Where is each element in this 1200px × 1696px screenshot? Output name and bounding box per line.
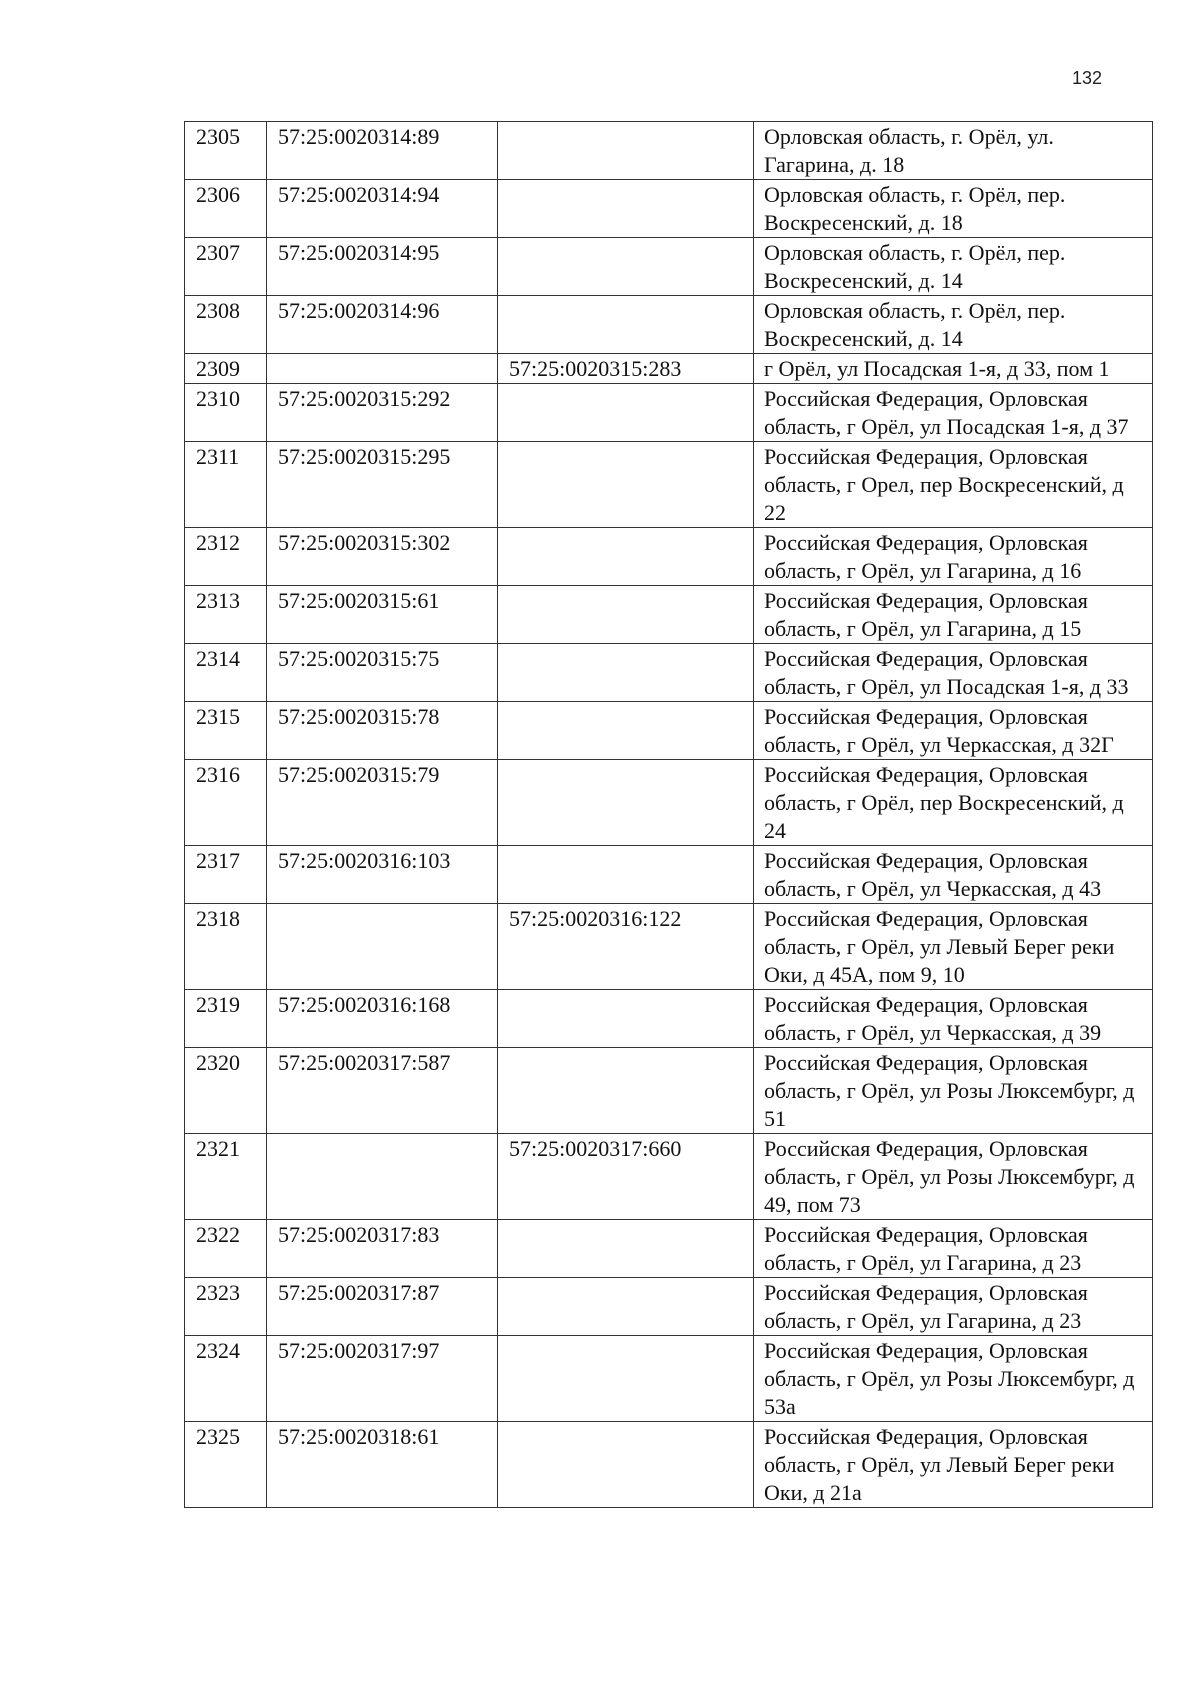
cadastral-number-cell: 57:25:0020315:78 xyxy=(267,702,498,760)
table-row xyxy=(185,1134,1153,1220)
table-row xyxy=(185,990,1153,1048)
row-number-cell: 2318 xyxy=(185,904,267,990)
row-number-cell: 2320 xyxy=(185,1048,267,1134)
premises-cadastral-number-cell: 57:25:0020315:283 xyxy=(498,354,754,384)
row-number-cell: 2305 xyxy=(185,122,267,180)
premises-cadastral-number-cell xyxy=(498,702,754,760)
premises-cadastral-number-cell xyxy=(498,122,754,180)
premises-cadastral-number-cell xyxy=(498,238,754,296)
address-cell: г Орёл, ул Посадская 1-я, д 33, пом 1 xyxy=(754,354,1153,384)
address-cell: Российская Федерация, Орловская область, г Орёл, пер Воскресенский, д 24 xyxy=(754,760,1153,846)
table-row xyxy=(185,586,1153,644)
row-number-cell: 2324 xyxy=(185,1336,267,1422)
premises-cadastral-number-cell xyxy=(498,296,754,354)
row-number-cell: 2319 xyxy=(185,990,267,1048)
cadastral-number-cell: 57:25:0020317:587 xyxy=(267,1048,498,1134)
row-number-cell: 2317 xyxy=(185,846,267,904)
address-cell: Российская Федерация, Орловская область, г Орёл, ул Гагарина, д 23 xyxy=(754,1220,1153,1278)
cadastral-number-cell: 57:25:0020316:168 xyxy=(267,990,498,1048)
address-cell: Российская Федерация, Орловская область, г Орёл, ул Розы Люксембург, д 49, пом 73 xyxy=(754,1134,1153,1220)
premises-cadastral-number-cell xyxy=(498,1278,754,1336)
address-cell: Российская Федерация, Орловская область, г Орёл, ул Черкасская, д 39 xyxy=(754,990,1153,1048)
row-number-cell: 2313 xyxy=(185,586,267,644)
premises-cadastral-number-cell xyxy=(498,990,754,1048)
address-cell: Российская Федерация, Орловская область, г Орёл, ул Розы Люксембург, д 53а xyxy=(754,1336,1153,1422)
address-cell: Российская Федерация, Орловская область, г Орёл, ул Посадская 1-я, д 37 xyxy=(754,384,1153,442)
address-cell: Орловская область, г. Орёл, пер. Воскресенский, д. 18 xyxy=(754,180,1153,238)
address-cell: Орловская область, г. Орёл, ул. Гагарина, д. 18 xyxy=(754,122,1153,180)
table-row xyxy=(185,296,1153,354)
row-number-cell: 2322 xyxy=(185,1220,267,1278)
premises-cadastral-number-cell xyxy=(498,1422,754,1508)
address-cell: Российская Федерация, Орловская область, г Орёл, ул Левый Берег реки Оки, д 45А, пом 9, 10 xyxy=(754,904,1153,990)
cadastral-number-cell: 57:25:0020315:79 xyxy=(267,760,498,846)
table-row xyxy=(185,644,1153,702)
address-cell: Российская Федерация, Орловская область, г Орёл, ул Гагарина, д 23 xyxy=(754,1278,1153,1336)
table-row xyxy=(185,760,1153,846)
cadastral-number-cell: 57:25:0020318:61 xyxy=(267,1422,498,1508)
address-cell: Российская Федерация, Орловская область, г Орёл, ул Левый Берег реки Оки, д 21а xyxy=(754,1422,1153,1508)
table-row xyxy=(185,1220,1153,1278)
premises-cadastral-number-cell xyxy=(498,528,754,586)
premises-cadastral-number-cell xyxy=(498,846,754,904)
row-number-cell: 2307 xyxy=(185,238,267,296)
cadastral-number-cell: 57:25:0020315:61 xyxy=(267,586,498,644)
table-row xyxy=(185,1048,1153,1134)
row-number-cell: 2314 xyxy=(185,644,267,702)
cadastral-number-cell: 57:25:0020315:302 xyxy=(267,528,498,586)
table-row xyxy=(185,180,1153,238)
address-cell: Российская Федерация, Орловская область, г Орел, пер Воскресенский, д 22 xyxy=(754,442,1153,528)
row-number-cell: 2316 xyxy=(185,760,267,846)
row-number-cell: 2323 xyxy=(185,1278,267,1336)
premises-cadastral-number-cell xyxy=(498,760,754,846)
premises-cadastral-number-cell xyxy=(498,384,754,442)
row-number-cell: 2325 xyxy=(185,1422,267,1508)
cadastral-number-cell: 57:25:0020314:96 xyxy=(267,296,498,354)
row-number-cell: 2306 xyxy=(185,180,267,238)
address-cell: Орловская область, г. Орёл, пер. Воскресенский, д. 14 xyxy=(754,238,1153,296)
premises-cadastral-number-cell xyxy=(498,1336,754,1422)
address-cell: Российская Федерация, Орловская область, г Орёл, ул Черкасская, д 43 xyxy=(754,846,1153,904)
cadastral-number-cell: 57:25:0020315:292 xyxy=(267,384,498,442)
row-number-cell: 2310 xyxy=(185,384,267,442)
page-number: 132 xyxy=(1072,68,1103,88)
table-row xyxy=(185,384,1153,442)
address-cell: Российская Федерация, Орловская область, г Орёл, ул Гагарина, д 16 xyxy=(754,528,1153,586)
table-row xyxy=(185,354,1153,384)
cadastral-number-cell: 57:25:0020315:75 xyxy=(267,644,498,702)
premises-cadastral-number-cell xyxy=(498,586,754,644)
cadastral-number-cell: 57:25:0020317:87 xyxy=(267,1278,498,1336)
table-row xyxy=(185,442,1153,528)
table-row xyxy=(185,122,1153,180)
cadastral-number-cell: 57:25:0020315:295 xyxy=(267,442,498,528)
row-number-cell: 2309 xyxy=(185,354,267,384)
row-number-cell: 2312 xyxy=(185,528,267,586)
cadastral-number-cell: 57:25:0020314:89 xyxy=(267,122,498,180)
table-row xyxy=(185,846,1153,904)
cadastral-number-cell: 57:25:0020317:83 xyxy=(267,1220,498,1278)
address-cell: Российская Федерация, Орловская область, г Орёл, ул Черкасская, д 32Г xyxy=(754,702,1153,760)
cadastral-number-cell: 57:25:0020314:94 xyxy=(267,180,498,238)
table-row xyxy=(185,702,1153,760)
row-number-cell: 2308 xyxy=(185,296,267,354)
cadastral-number-cell: 57:25:0020317:97 xyxy=(267,1336,498,1422)
premises-cadastral-number-cell: 57:25:0020316:122 xyxy=(498,904,754,990)
row-number-cell: 2315 xyxy=(185,702,267,760)
address-cell: Российская Федерация, Орловская область, г Орёл, ул Розы Люксембург, д 51 xyxy=(754,1048,1153,1134)
premises-cadastral-number-cell xyxy=(498,180,754,238)
cadastral-number-cell xyxy=(267,1134,498,1220)
table-row xyxy=(185,904,1153,990)
premises-cadastral-number-cell: 57:25:0020317:660 xyxy=(498,1134,754,1220)
table-row xyxy=(185,238,1153,296)
premises-cadastral-number-cell xyxy=(498,644,754,702)
cadastral-number-cell xyxy=(267,354,498,384)
table-row xyxy=(185,528,1153,586)
table-row xyxy=(185,1422,1153,1508)
registry-table-body xyxy=(185,122,1153,1508)
table-row xyxy=(185,1278,1153,1336)
premises-cadastral-number-cell xyxy=(498,442,754,528)
cadastral-number-cell: 57:25:0020314:95 xyxy=(267,238,498,296)
address-cell: Орловская область, г. Орёл, пер. Воскресенский, д. 14 xyxy=(754,296,1153,354)
premises-cadastral-number-cell xyxy=(498,1048,754,1134)
row-number-cell: 2311 xyxy=(185,442,267,528)
registry-table xyxy=(184,121,1153,1508)
address-cell: Российская Федерация, Орловская область, г Орёл, ул Гагарина, д 15 xyxy=(754,586,1153,644)
address-cell: Российская Федерация, Орловская область, г Орёл, ул Посадская 1-я, д 33 xyxy=(754,644,1153,702)
premises-cadastral-number-cell xyxy=(498,1220,754,1278)
cadastral-number-cell xyxy=(267,904,498,990)
cadastral-number-cell: 57:25:0020316:103 xyxy=(267,846,498,904)
row-number-cell: 2321 xyxy=(185,1134,267,1220)
table-row xyxy=(185,1336,1153,1422)
